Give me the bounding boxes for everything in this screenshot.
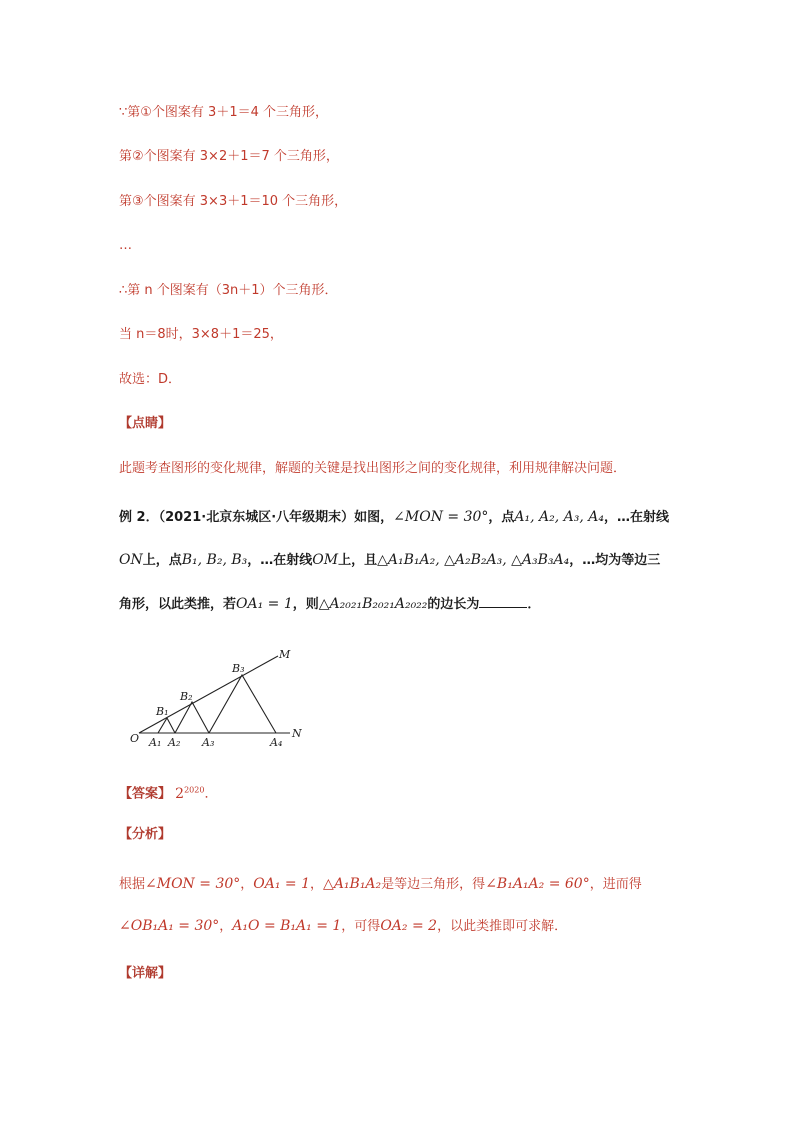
step-n8: 当 n＝8时，3×8＋1＝25， <box>119 327 283 342</box>
dianjing-text: 此题考查图形的变化规律，解题的关键是找出图形之间的变化规律，利用规律解决问题． <box>119 461 627 476</box>
example-text: ，则 <box>292 597 319 612</box>
step-general: ∴第 n 个图案有（3n＋1）个三角形． <box>119 283 338 298</box>
condition: OA₁ = 1 <box>236 596 293 612</box>
ray-om: OM <box>312 552 339 568</box>
step-ellipsis: … <box>119 238 132 253</box>
ray-on: ON <box>119 552 143 568</box>
analysis-text: 根据 <box>119 877 146 892</box>
label-a1: A₁ <box>149 736 162 749</box>
triangle-3 <box>209 675 276 733</box>
answer-tail: ． <box>204 786 218 802</box>
triangle-2 <box>175 702 209 733</box>
analysis-text: ，进而得 <box>589 877 642 892</box>
answer-heading: 【答案】 <box>119 786 172 802</box>
example-text: ，…在射线 <box>247 553 313 568</box>
step-1: ∵第①个图案有 3＋1＝4 个三角形， <box>119 105 329 120</box>
label-a2: A₂ <box>168 736 181 749</box>
analysis-math: OA₁ = 1 <box>253 876 311 892</box>
analysis-math: ∠OB₁A₁ = 30° <box>119 918 220 934</box>
analysis-math: ∠B₁A₁A₂ = 60° <box>485 876 590 892</box>
triangle-1 <box>158 718 175 733</box>
analysis-math: ∠MON = 30° <box>145 876 241 892</box>
example-text: ，…均为等边三 <box>569 553 661 568</box>
label-b1: B₁ <box>156 705 169 718</box>
dianjing-heading: 【点睛】 <box>119 416 172 431</box>
analysis-heading: 【分析】 <box>119 827 172 842</box>
target-triangle: △A₂₀₂₁B₂₀₂₁A₂₀₂₂ <box>318 596 428 612</box>
analysis-math: △A₁B₁A₂ <box>323 876 382 892</box>
label-b3: B₃ <box>232 662 245 675</box>
analysis-line-1 <box>119 874 642 895</box>
example-text: ，点 <box>488 510 515 525</box>
example-text: 的边长为 <box>427 597 480 612</box>
analysis-text: ， <box>310 877 324 892</box>
ray-om-line <box>139 656 278 733</box>
answer-base: 2 <box>175 785 185 802</box>
label-a3: A₃ <box>202 736 215 749</box>
label-b2: B₂ <box>180 690 193 703</box>
example-text: 如图， <box>354 510 394 525</box>
label-a4: A₄ <box>270 736 283 749</box>
example-line-2 <box>119 550 660 571</box>
analysis-text: ，以此类推即可求解． <box>437 919 568 934</box>
triangle-list: △A₁B₁A₂, △A₂B₂A₃, △A₃B₃A₄ <box>377 552 570 568</box>
example-prefix: 例 2． <box>119 510 159 525</box>
angle-expression: ∠MON = 30° <box>393 509 489 525</box>
label-m: M <box>279 648 291 661</box>
step-choice: 故选：D． <box>119 372 182 387</box>
example-text: 角形，以此类推，若 <box>119 597 237 612</box>
label-o: O <box>130 732 140 745</box>
example-text: 上，且 <box>338 553 378 568</box>
points-b: B₁, B₂, B₃ <box>181 552 248 568</box>
answer-value <box>175 786 204 802</box>
analysis-text: 是等边三角形，得 <box>381 877 486 892</box>
analysis-text: ， <box>219 919 233 934</box>
example-line-3 <box>119 593 540 615</box>
label-n: N <box>292 727 302 740</box>
example-text: 上，点 <box>142 553 182 568</box>
example-source: （2021·北京东城区·八年级期末） <box>158 510 355 525</box>
step-3: 第③个图案有 3×3＋1＝10 个三角形， <box>119 194 348 209</box>
answer-blank <box>479 593 527 608</box>
analysis-math: OA₂ = 2 <box>380 918 438 934</box>
example-text: ． <box>527 597 541 612</box>
points-a: A₁, A₂, A₃, A₄ <box>514 509 605 525</box>
geometry-figure <box>125 640 315 755</box>
analysis-text: ， <box>240 877 254 892</box>
answer-exponent: 2020 <box>184 785 205 794</box>
example-text: ，…在射线 <box>604 510 670 525</box>
analysis-math: A₁O = B₁A₁ = 1 <box>232 918 342 934</box>
answer-line <box>119 780 217 805</box>
step-2: 第②个图案有 3×2＋1＝7 个三角形， <box>119 149 339 164</box>
detail-heading: 【详解】 <box>119 966 172 981</box>
analysis-text: ，可得 <box>341 919 381 934</box>
analysis-line-2 <box>119 916 567 937</box>
example-line-1 <box>119 507 669 528</box>
